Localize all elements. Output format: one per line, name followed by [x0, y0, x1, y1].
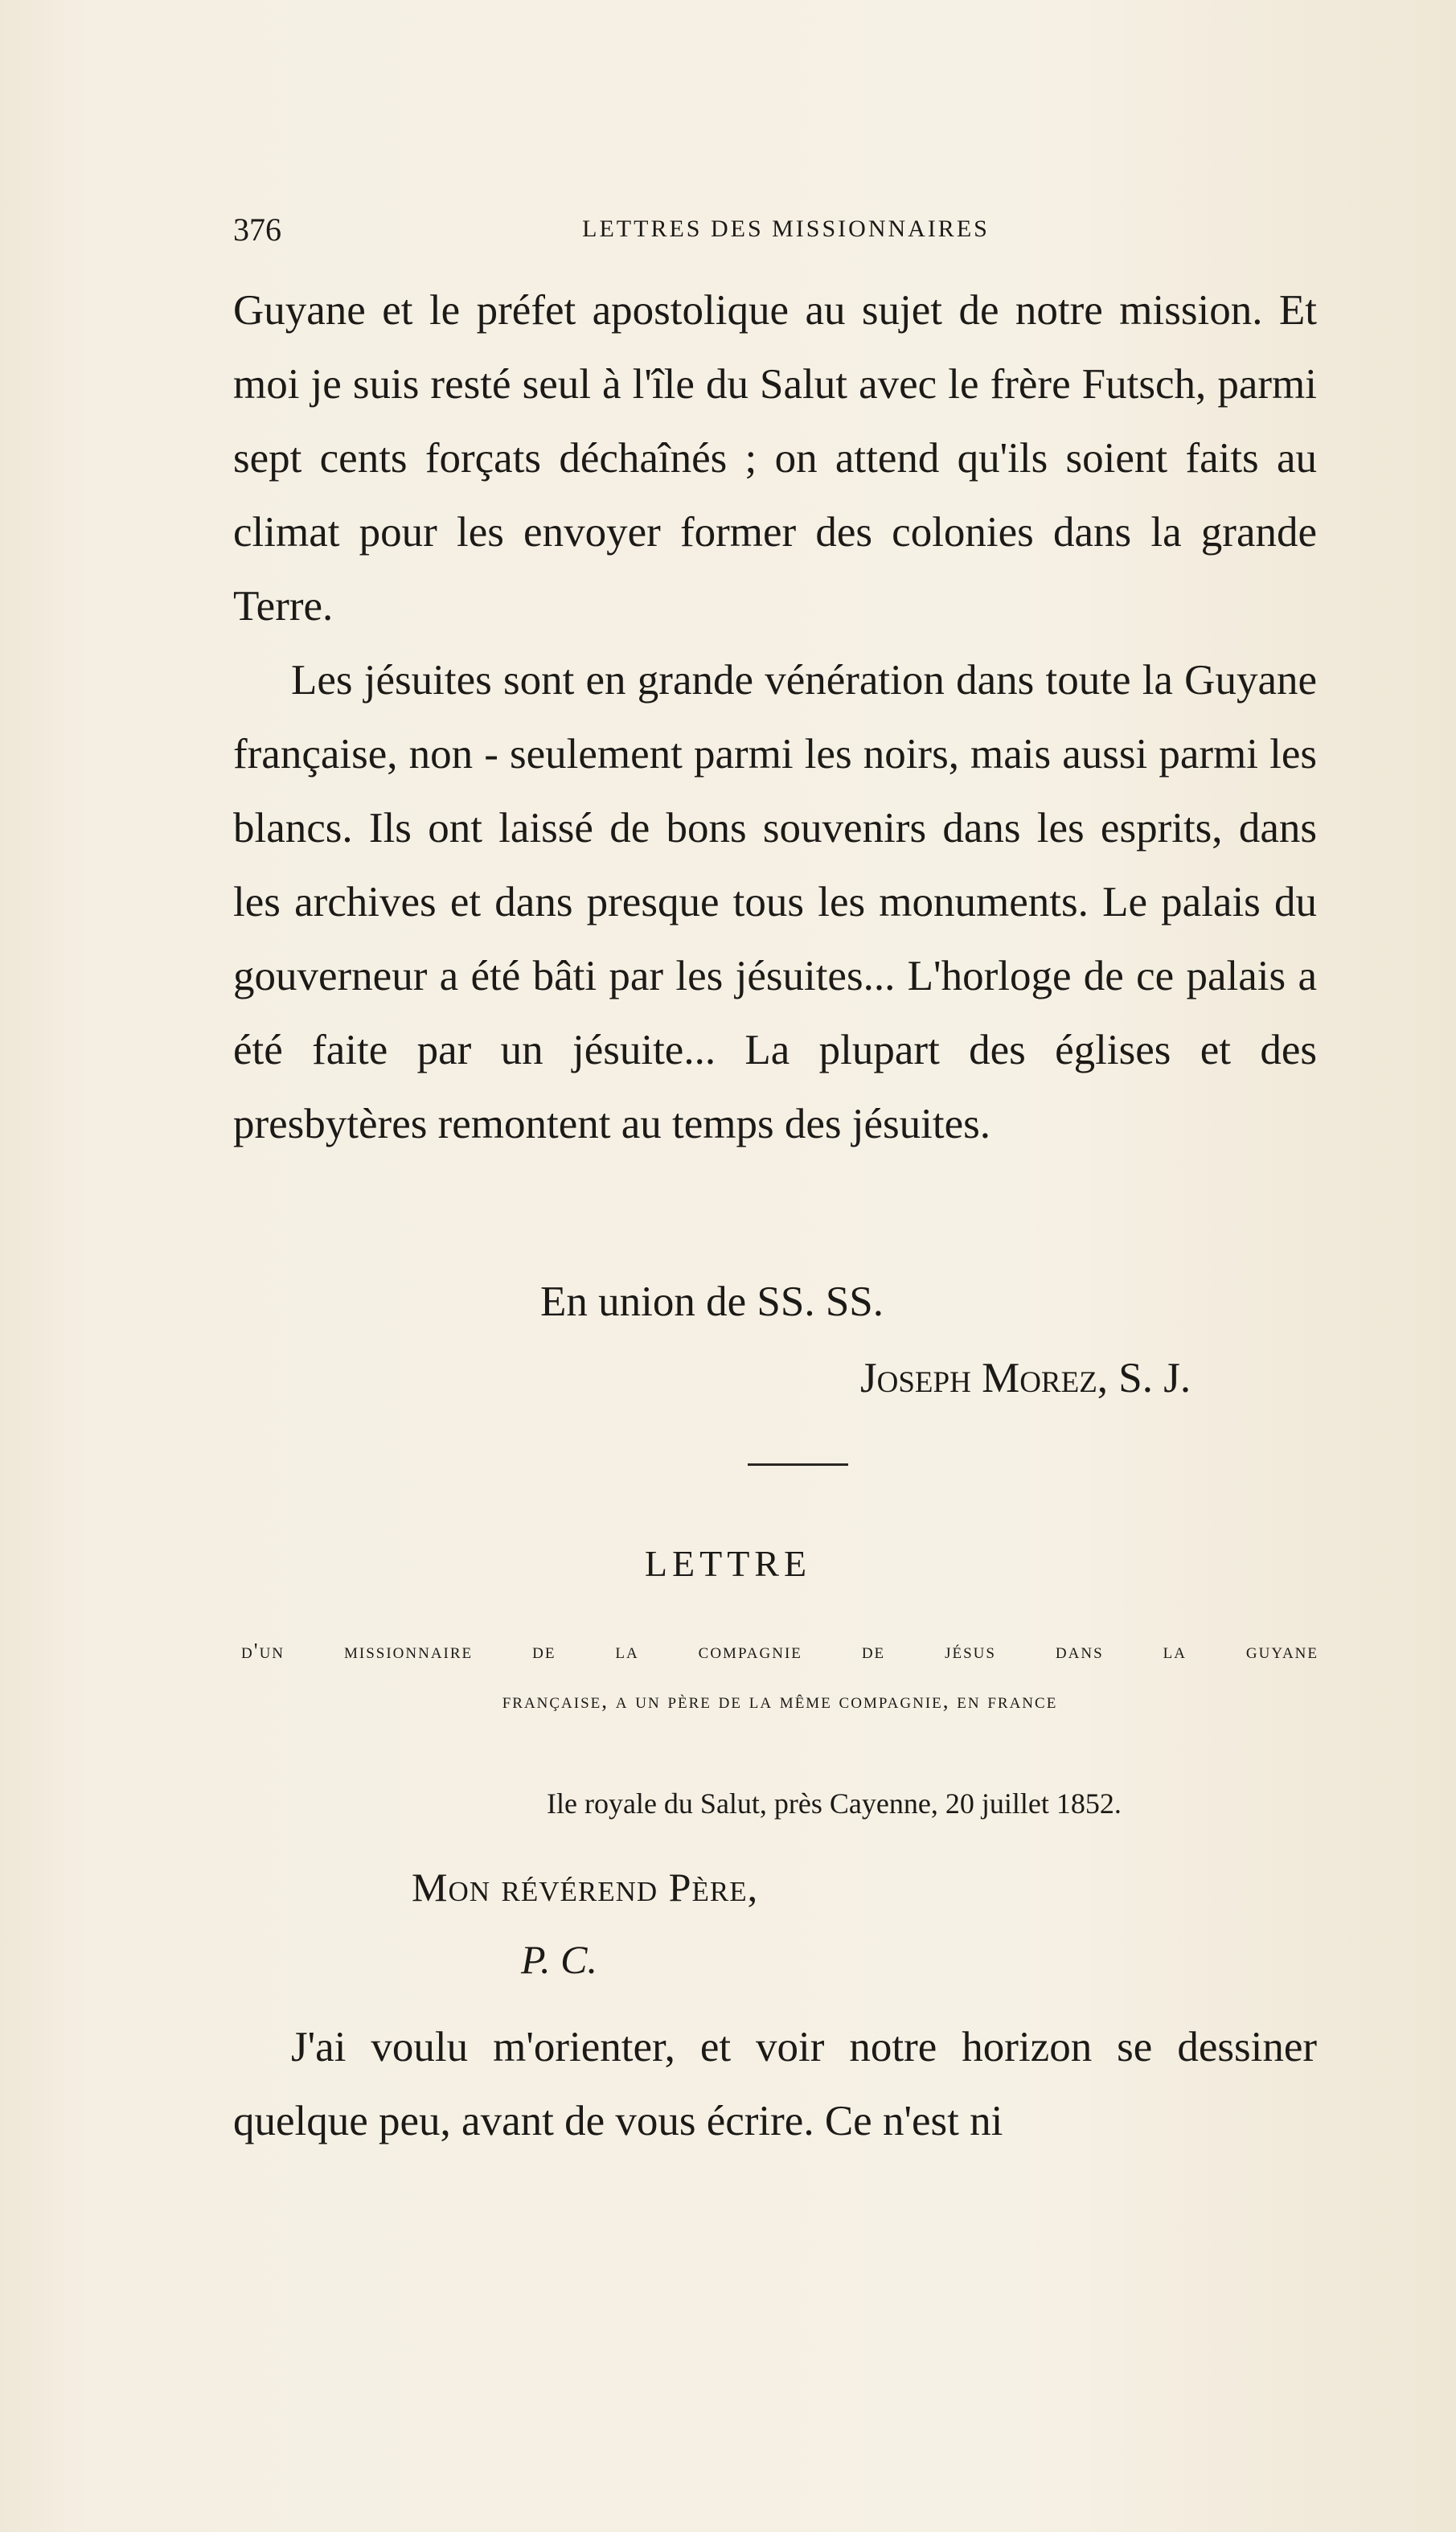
running-title: LETTRES DES MISSIONNAIRES [582, 215, 990, 242]
letter-heading: LETTRE [644, 1543, 812, 1584]
paragraph-jesuites: Les jésuites sont en grande vénération dans toute la Guyane française, non - seulement parmi les noirs, mais aussi parmi les blancs. Ils ont laissé de bons souvenirs dans les esprits, dans les archives et dans presque tous les monuments. Le palais du gouverneur a été bâti par les jésuites... L'horloge de ce palais a été faite par un jésuite... La plupart des églises et des presbytères remontent au temps des jésuites. [233, 657, 1317, 1147]
closing-formula: En union de SS. SS. [540, 1278, 884, 1325]
signature: Joseph Morez, S. J. [860, 1355, 1191, 1401]
salutation: Mon révérend Père, [412, 1865, 759, 1910]
running-head [233, 211, 1339, 251]
letter-subtitle-line-2: française, a un père de la même compagnie, en france [502, 1689, 1058, 1713]
pax-christi: P. C. [521, 1937, 597, 1982]
dateline: Ile royale du Salut, près Cayenne, 20 juillet 1852. [547, 1787, 1122, 1820]
letter-subtitle-line-1: d'un missionnaire de la compagnie de jésus dans la guyane [241, 1639, 1319, 1663]
section-divider [748, 1463, 848, 1466]
body-text [233, 273, 1317, 1161]
paragraph-continued: Guyane et le préfet apostolique au sujet de notre mission. Et moi je suis resté seul à l'île du Salut avec le frère Futsch, parmi sept cents forçats déchaînés ; on attend qu'ils soient faits au climat pour les envoyer former des colonies dans la grande Terre. [233, 287, 1317, 630]
page-number: 376 [233, 211, 281, 248]
letter-opening [233, 2010, 1317, 2158]
letter-opening-paragraph: J'ai voulu m'orienter, et voir notre horizon se dessiner quelque peu, avant de vous écrire. Ce n'est ni [233, 2024, 1317, 2144]
